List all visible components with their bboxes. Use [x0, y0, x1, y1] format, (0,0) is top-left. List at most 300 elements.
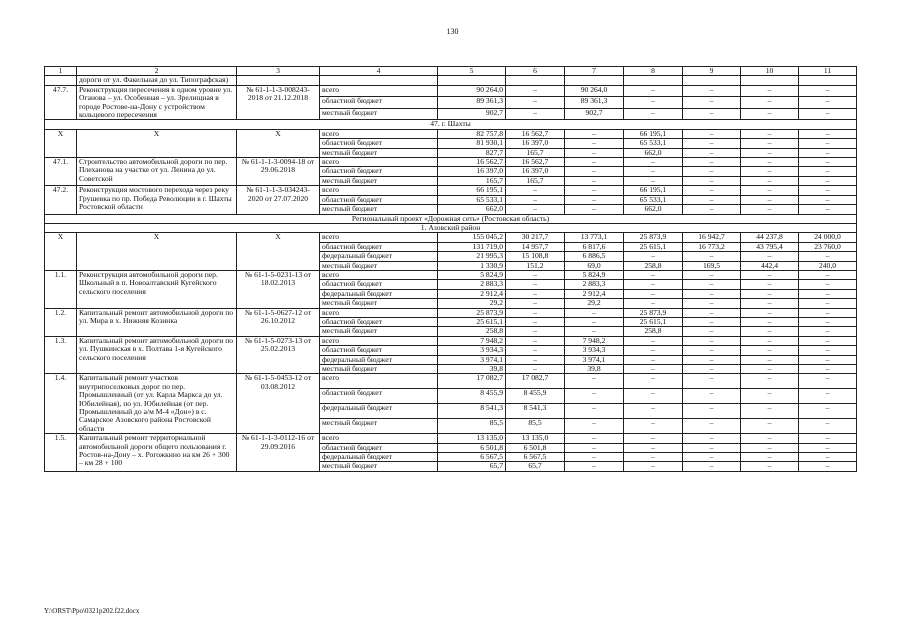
amount-cell: – [683, 167, 741, 176]
table-row [45, 233, 857, 242]
amount-cell: – [741, 205, 799, 214]
amount-cell: – [506, 195, 565, 204]
column-number: 8 [624, 67, 683, 76]
amount-cell: – [741, 176, 799, 185]
amount-cell: – [565, 148, 624, 157]
amount-cell: – [683, 158, 741, 167]
item-name: Х [77, 233, 237, 271]
amount-cell: – [799, 374, 857, 389]
amount-cell: – [506, 186, 565, 195]
item-name: Реконструкция мостового перехода через реку Грушевка по пр. Победа Революции в г. Шахты Ростовской области [77, 186, 237, 214]
amount-cell: – [624, 270, 683, 279]
budget-source: федеральный бюджет [320, 355, 438, 364]
section-row [45, 120, 857, 129]
budget-source: федеральный бюджет [320, 252, 438, 261]
amount-cell: 902,7 [438, 108, 506, 120]
budget-source: всего [320, 186, 438, 195]
section-title: 1. Азовский район [45, 223, 857, 232]
amount-cell: – [799, 434, 857, 443]
budget-source: областной бюджет [320, 346, 438, 355]
amount-cell: 902,7 [565, 108, 624, 120]
amount-cell: 17 082,7 [506, 374, 565, 389]
budget-source: всего [320, 336, 438, 345]
amount-cell: – [506, 205, 565, 214]
amount-cell: – [799, 317, 857, 326]
amount-cell: – [683, 280, 741, 289]
budget-source: областной бюджет [320, 280, 438, 289]
amount-cell: – [799, 308, 857, 317]
amount-cell: – [506, 270, 565, 279]
amount-cell: – [683, 462, 741, 471]
amount-cell: 3 934,3 [438, 346, 506, 355]
item-document: № 61-1-5-0627-12 от 26.10.2012 [237, 308, 320, 336]
amount-cell: – [506, 85, 565, 97]
budget-source: областной бюджет [320, 167, 438, 176]
amount-cell: 258,8 [438, 327, 506, 336]
table-row [45, 158, 857, 167]
amount-cell: – [799, 176, 857, 185]
item-number: Х [45, 233, 77, 271]
amount-cell: – [799, 129, 857, 138]
item-name: Капитальный ремонт автомобильной дороги по ул. Мира в х. Нижняя Козинка [77, 308, 237, 336]
amount-cell: – [565, 308, 624, 317]
amount-cell: 16 562,7 [506, 129, 565, 138]
amount-cell: 66 195,1 [624, 129, 683, 138]
empty-cell [506, 76, 565, 85]
amount-cell: 2 883,3 [565, 280, 624, 289]
amount-cell: – [799, 453, 857, 462]
item-name: Строительство автомобильной дороги по пер. Плеханова на участке от ул. Ленина до ул. Советской [77, 158, 237, 186]
column-number: 5 [438, 67, 506, 76]
item-number: 1.3. [45, 336, 77, 374]
item-document: № 61-1-1-3-008243-2018 от 21.12.2018 [237, 85, 320, 120]
amount-cell: – [799, 336, 857, 345]
budget-source: федеральный бюджет [320, 404, 438, 419]
amount-cell: 16 397,0 [506, 139, 565, 148]
amount-cell: – [624, 336, 683, 345]
amount-cell: – [683, 148, 741, 157]
amount-cell: – [624, 443, 683, 452]
amount-cell: – [799, 85, 857, 97]
item-number [45, 76, 77, 85]
amount-cell: – [741, 299, 799, 308]
empty-cell [565, 76, 624, 85]
item-number: 47.7. [45, 85, 77, 120]
amount-cell: 240,0 [799, 261, 857, 270]
amount-cell: – [683, 389, 741, 404]
amount-cell: 6 567,5 [506, 453, 565, 462]
item-name: Капитальный ремонт участков внутрипоселковых дорог по пер. Промышленный (от ул. Карла Маркса до ул. Юбилейная), по ул. Юбилейная (от пер. Промышленный до а/м М-4 «Дон») в с. Самарское Азовского района Ростовской области [77, 374, 237, 434]
table-row [45, 374, 857, 389]
item-number: 47.1. [45, 158, 77, 186]
item-number: 1.2. [45, 308, 77, 336]
item-document: № 61-1-1-3-034243-2020 от 27.07.2020 [237, 186, 320, 214]
amount-cell: – [741, 365, 799, 374]
amount-cell: – [624, 453, 683, 462]
amount-cell: – [799, 252, 857, 261]
empty-cell [683, 76, 741, 85]
amount-cell: – [624, 167, 683, 176]
amount-cell: 442,4 [741, 261, 799, 270]
amount-cell: 65 533,1 [624, 195, 683, 204]
budget-source: местный бюджет [320, 148, 438, 157]
amount-cell: – [683, 336, 741, 345]
budget-source: местный бюджет [320, 365, 438, 374]
amount-cell: – [683, 129, 741, 138]
item-name: Реконструкция автомобильной дороги пер. Школьный в п. Новоалтавский Кугейского сельского поселения [77, 270, 237, 308]
amount-cell: – [624, 108, 683, 120]
amount-cell: – [506, 336, 565, 345]
amount-cell: – [683, 419, 741, 434]
amount-cell: 5 824,9 [438, 270, 506, 279]
amount-cell: – [683, 434, 741, 443]
amount-cell: 13 135,0 [438, 434, 506, 443]
amount-cell: 3 934,3 [565, 346, 624, 355]
amount-cell: – [741, 308, 799, 317]
amount-cell: – [741, 336, 799, 345]
budget-source: местный бюджет [320, 176, 438, 185]
amount-cell: 66 195,1 [624, 186, 683, 195]
amount-cell: – [799, 365, 857, 374]
item-number: Х [45, 129, 77, 157]
amount-cell: – [741, 355, 799, 364]
item-name: Реконструкция пересечения в одном уровне ул. Оганова – ул. Особенная – ул. Зрелищная в городе Ростове-на-Дону с устройством кольцевого пересечения [77, 85, 237, 120]
amount-cell: 16 942,7 [683, 233, 741, 242]
amount-cell: – [741, 389, 799, 404]
amount-cell: – [683, 317, 741, 326]
amount-cell: – [624, 252, 683, 261]
amount-cell: – [565, 129, 624, 138]
table-row [45, 434, 857, 443]
item-document: № 61-1-5-0453-12 от 03.08.2012 [237, 374, 320, 434]
amount-cell: – [624, 289, 683, 298]
table-row [45, 76, 857, 85]
amount-cell: – [741, 374, 799, 389]
amount-cell: 2 912,4 [438, 289, 506, 298]
amount-cell: – [624, 158, 683, 167]
amount-cell: – [799, 280, 857, 289]
amount-cell: 25 615,1 [624, 317, 683, 326]
amount-cell: – [799, 355, 857, 364]
amount-cell: 39,8 [438, 365, 506, 374]
budget-source: всего [320, 129, 438, 138]
item-document: Х [237, 129, 320, 157]
amount-cell: 13 773,1 [565, 233, 624, 242]
amount-cell: 662,0 [624, 148, 683, 157]
amount-cell: 131 719,0 [438, 242, 506, 251]
amount-cell: – [799, 270, 857, 279]
amount-cell: – [565, 317, 624, 326]
amount-cell: 3 974,1 [438, 355, 506, 364]
budget-source: федеральный бюджет [320, 453, 438, 462]
amount-cell: 151,2 [506, 261, 565, 270]
amount-cell: 13 135,0 [506, 434, 565, 443]
amount-cell: – [741, 139, 799, 148]
amount-cell: – [799, 419, 857, 434]
amount-cell: 44 237,8 [741, 233, 799, 242]
amount-cell: – [565, 462, 624, 471]
amount-cell: 23 760,0 [799, 242, 857, 251]
amount-cell: 16 397,0 [506, 167, 565, 176]
column-number: 4 [320, 67, 438, 76]
amount-cell: – [741, 129, 799, 138]
amount-cell: – [799, 389, 857, 404]
item-document: № 61-1-5-0231-13 от 18.02.2013 [237, 270, 320, 308]
amount-cell: – [741, 186, 799, 195]
amount-cell: 8 541,3 [506, 404, 565, 419]
table-row [45, 270, 857, 279]
amount-cell: – [683, 346, 741, 355]
budget-source: местный бюджет [320, 261, 438, 270]
item-document [237, 76, 320, 85]
amount-cell: – [799, 167, 857, 176]
budget-source: областной бюджет [320, 139, 438, 148]
budget-source: всего [320, 233, 438, 242]
amount-cell: – [624, 374, 683, 389]
amount-cell: 65,7 [438, 462, 506, 471]
amount-cell: – [741, 419, 799, 434]
amount-cell: 3 974,1 [565, 355, 624, 364]
table-row [45, 308, 857, 317]
amount-cell: – [624, 97, 683, 109]
amount-cell: – [799, 108, 857, 120]
amount-cell: – [683, 443, 741, 452]
amount-cell: 6 501,8 [438, 443, 506, 452]
amount-cell: – [741, 327, 799, 336]
amount-cell: – [741, 289, 799, 298]
amount-cell: – [799, 186, 857, 195]
amount-cell: – [683, 176, 741, 185]
amount-cell: 25 873,9 [438, 308, 506, 317]
amount-cell: 169,5 [683, 261, 741, 270]
column-number-row [45, 67, 857, 76]
amount-cell: – [741, 148, 799, 157]
item-number: 47.2. [45, 186, 77, 214]
column-number: 7 [565, 67, 624, 76]
amount-cell: 258,8 [624, 261, 683, 270]
amount-cell: – [683, 139, 741, 148]
amount-cell: 16 773,2 [683, 242, 741, 251]
amount-cell: 81 930,1 [438, 139, 506, 148]
section-title: 47. г. Шахты [45, 120, 857, 129]
amount-cell: – [506, 299, 565, 308]
amount-cell: – [506, 97, 565, 109]
amount-cell: 25 615,1 [624, 242, 683, 251]
amount-cell: 25 873,9 [624, 308, 683, 317]
budget-source: всего [320, 158, 438, 167]
amount-cell: – [799, 195, 857, 204]
amount-cell: 14 957,7 [506, 242, 565, 251]
amount-cell: – [624, 389, 683, 404]
amount-cell: – [683, 355, 741, 364]
amount-cell: 69,0 [565, 261, 624, 270]
column-number: 10 [741, 67, 799, 76]
column-number: 9 [683, 67, 741, 76]
amount-cell: – [683, 195, 741, 204]
amount-cell: – [565, 327, 624, 336]
amount-cell: 43 795,4 [741, 242, 799, 251]
table-row [45, 186, 857, 195]
amount-cell: 17 082,7 [438, 374, 506, 389]
item-name: дороги от ул. Факельная до ул. Типографская) [77, 76, 237, 85]
amount-cell: – [683, 186, 741, 195]
amount-cell: 90 264,0 [565, 85, 624, 97]
item-document: № 61-1-5-0273-13 от 25.02.2013 [237, 336, 320, 374]
column-number: 6 [506, 67, 565, 76]
amount-cell: – [624, 462, 683, 471]
amount-cell: – [565, 139, 624, 148]
amount-cell: – [565, 167, 624, 176]
amount-cell: 15 108,8 [506, 252, 565, 261]
amount-cell: – [565, 186, 624, 195]
amount-cell: – [506, 346, 565, 355]
amount-cell: – [799, 158, 857, 167]
amount-cell: – [683, 108, 741, 120]
amount-cell: – [799, 205, 857, 214]
amount-cell: – [799, 462, 857, 471]
budget-source: местный бюджет [320, 205, 438, 214]
empty-cell [624, 76, 683, 85]
empty-cell [320, 76, 438, 85]
budget-source: местный бюджет [320, 327, 438, 336]
budget-source: федеральный бюджет [320, 289, 438, 298]
empty-cell [741, 76, 799, 85]
budget-source: областной бюджет [320, 317, 438, 326]
amount-cell: 155 045,2 [438, 233, 506, 242]
amount-cell: – [741, 453, 799, 462]
item-document: № 61-1-1-3-0094-18 от 29.06.2018 [237, 158, 320, 186]
amount-cell: – [741, 158, 799, 167]
budget-source: местный бюджет [320, 462, 438, 471]
amount-cell: – [565, 176, 624, 185]
amount-cell: – [683, 365, 741, 374]
amount-cell: – [506, 289, 565, 298]
amount-cell: – [741, 404, 799, 419]
amount-cell: – [741, 317, 799, 326]
amount-cell: 89 361,3 [565, 97, 624, 109]
amount-cell: – [683, 404, 741, 419]
amount-cell: – [683, 374, 741, 389]
amount-cell: – [565, 419, 624, 434]
amount-cell: 8 541,3 [438, 404, 506, 419]
amount-cell: – [565, 389, 624, 404]
amount-cell: – [506, 280, 565, 289]
amount-cell: 29,2 [438, 299, 506, 308]
amount-cell: 165,7 [438, 176, 506, 185]
budget-source: областной бюджет [320, 195, 438, 204]
amount-cell: – [624, 85, 683, 97]
amount-cell: – [741, 167, 799, 176]
budget-table [44, 66, 857, 472]
amount-cell: – [741, 462, 799, 471]
item-number: 1.5. [45, 434, 77, 472]
budget-source: всего [320, 85, 438, 97]
amount-cell: – [683, 289, 741, 298]
amount-cell: – [799, 443, 857, 452]
item-number: 1.4. [45, 374, 77, 434]
column-number: 2 [77, 67, 237, 76]
table-row [45, 336, 857, 345]
amount-cell: 2 883,3 [438, 280, 506, 289]
budget-source: областной бюджет [320, 389, 438, 404]
amount-cell: – [624, 355, 683, 364]
amount-cell: 65,7 [506, 462, 565, 471]
amount-cell: 39,8 [565, 365, 624, 374]
amount-cell: – [799, 327, 857, 336]
amount-cell: – [683, 453, 741, 462]
amount-cell: – [506, 365, 565, 374]
amount-cell: – [799, 139, 857, 148]
amount-cell: – [506, 355, 565, 364]
amount-cell: – [683, 308, 741, 317]
amount-cell: – [741, 346, 799, 355]
amount-cell: – [741, 97, 799, 109]
amount-cell: 16 562,7 [506, 158, 565, 167]
empty-cell [799, 76, 857, 85]
amount-cell: 25 873,9 [624, 233, 683, 242]
amount-cell: – [624, 346, 683, 355]
amount-cell: 65 533,1 [624, 139, 683, 148]
amount-cell: – [683, 327, 741, 336]
section-row [45, 214, 857, 223]
amount-cell: – [624, 176, 683, 185]
amount-cell: – [741, 195, 799, 204]
amount-cell: 7 948,2 [438, 336, 506, 345]
column-number: 1 [45, 67, 77, 76]
amount-cell: – [799, 299, 857, 308]
budget-source: всего [320, 374, 438, 389]
amount-cell: – [799, 148, 857, 157]
amount-cell: – [683, 270, 741, 279]
budget-source: всего [320, 308, 438, 317]
amount-cell: – [565, 434, 624, 443]
amount-cell: 16 562,7 [438, 158, 506, 167]
budget-source: всего [320, 434, 438, 443]
item-name: Х [77, 129, 237, 157]
item-name: Капитальный ремонт территориальной автомобильной дороги общего пользования г. Ростов-на-Дону – х. Рогожкино на км 26 + 300 – км 28 + 100 [77, 434, 237, 472]
section-row [45, 223, 857, 232]
amount-cell: – [624, 419, 683, 434]
item-document: Х [237, 233, 320, 271]
amount-cell: – [624, 404, 683, 419]
table-row [45, 129, 857, 138]
amount-cell: – [624, 434, 683, 443]
amount-cell: – [683, 97, 741, 109]
amount-cell: – [506, 317, 565, 326]
amount-cell: 30 217,7 [506, 233, 565, 242]
table-row [45, 85, 857, 97]
item-number: 1.1. [45, 270, 77, 308]
item-name: Капитальный ремонт автомобильной дороги по ул. Пушкинская в х. Полтава 1-я Кугейского сельского поселения [77, 336, 237, 374]
amount-cell: – [683, 85, 741, 97]
amount-cell: – [565, 443, 624, 452]
amount-cell: – [741, 85, 799, 97]
amount-cell: 5 824,9 [565, 270, 624, 279]
amount-cell: – [565, 158, 624, 167]
amount-cell: 165,7 [506, 176, 565, 185]
budget-source: местный бюджет [320, 108, 438, 120]
amount-cell: – [565, 404, 624, 419]
budget-source: всего [320, 270, 438, 279]
amount-cell: 8 455,9 [506, 389, 565, 404]
amount-cell: – [741, 108, 799, 120]
amount-cell: 82 757,8 [438, 129, 506, 138]
amount-cell: 6 886,5 [565, 252, 624, 261]
page-number: 130 [446, 27, 459, 36]
budget-source: местный бюджет [320, 419, 438, 434]
amount-cell: – [741, 252, 799, 261]
amount-cell: 6 817,6 [565, 242, 624, 251]
